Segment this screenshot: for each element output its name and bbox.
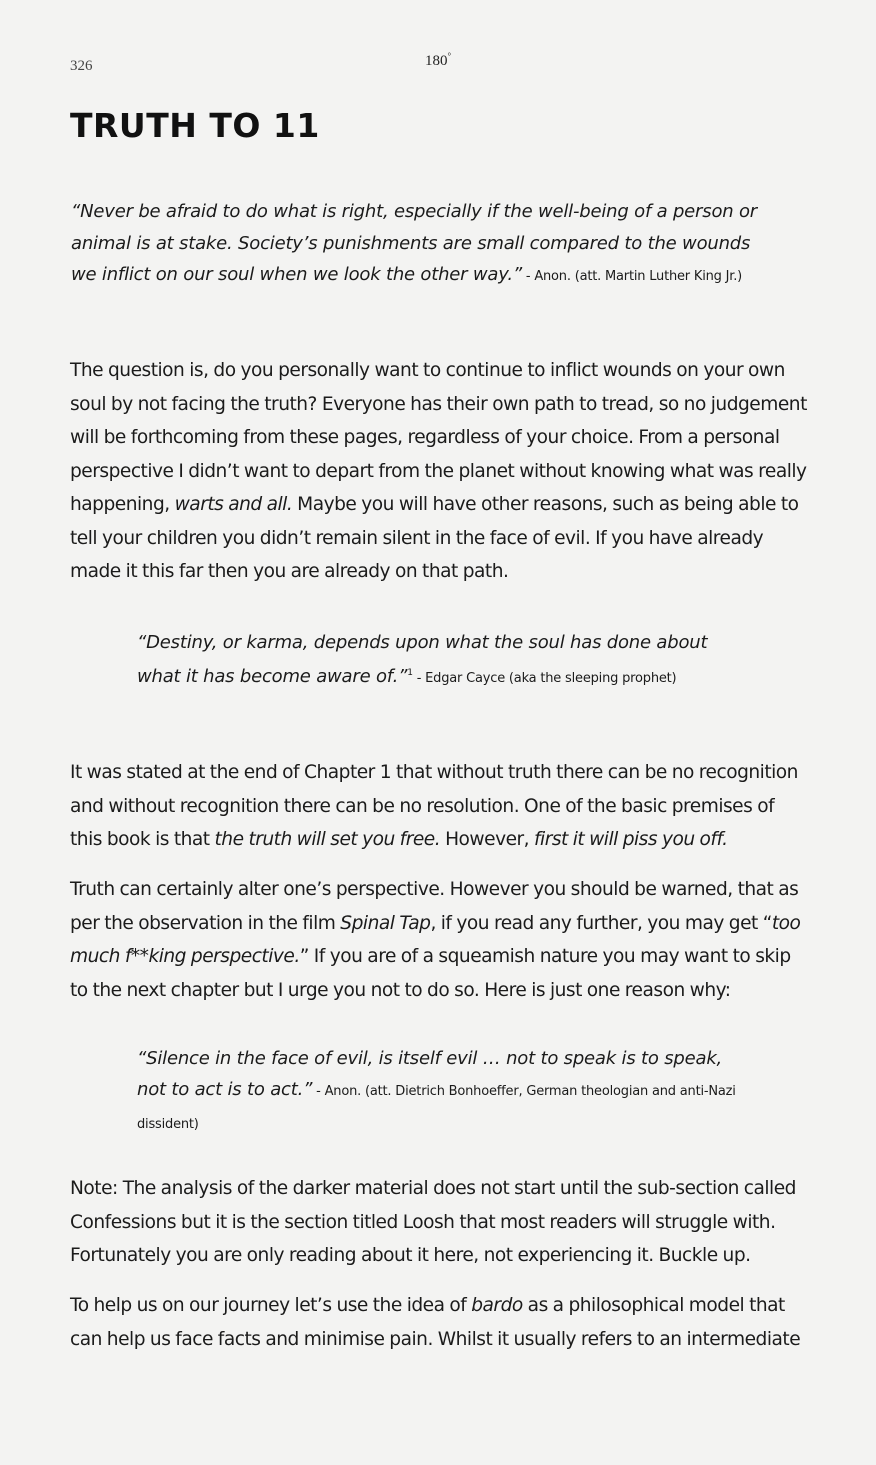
running-head-text: 180 xyxy=(424,53,448,69)
quote-3-attribution: - Anon. (att. Dietrich Bonhoeffer, German theologian and anti-Nazi dissident) xyxy=(137,1084,736,1132)
paragraph-1-emphasis: warts and all. xyxy=(174,494,293,515)
paragraph-5 xyxy=(70,1289,810,1356)
degree-symbol: ° xyxy=(447,51,452,61)
epigraph-attribution: - Anon. (att. Martin Luther King Jr.) xyxy=(521,269,743,284)
epigraph-quote xyxy=(71,196,761,293)
quote-2-attribution: - Edgar Cayce (aka the sleeping prophet) xyxy=(412,671,677,686)
paragraph-4: Note: The analysis of the darker material does not start until the sub-section called Confessions but it is the section titled Loosh that most readers will struggle with. Fortunately you are only reading about it here, not experiencing it. Buckle up. xyxy=(70,1178,796,1266)
paragraph-2-emphasis-a: the truth will set you free. xyxy=(214,829,441,850)
paragraph-2-emphasis-b: first it will piss you off. xyxy=(533,829,728,850)
quote-2 xyxy=(137,627,737,694)
paragraph-3-text-b: , if you read any further, you may get “ xyxy=(430,912,772,934)
paragraph-3-emphasis-a: Spinal Tap xyxy=(340,912,431,934)
paragraph-3-emphasis-b: too much f**king perspective. xyxy=(70,912,801,967)
paragraph-5-emphasis: bardo xyxy=(471,1295,523,1316)
running-head xyxy=(0,51,876,70)
page-number: 326 xyxy=(70,58,93,74)
paragraph-1 xyxy=(70,354,810,589)
quote-2-text: “Destiny, or karma, depends upon what the soul has done about what it has become aware of.” xyxy=(137,632,708,687)
quote-3 xyxy=(137,1043,737,1140)
paragraph-5-text-b: as a philosophical model that can help us face facts and minimise pain. Whilst it usually refers to an intermediate xyxy=(70,1295,801,1350)
paragraph-1-text-a: The question is, do you personally want to continue to inflict wounds on your own soul by not facing the truth? Everyone has their own path to tread, so no judgement will be forthcoming from these pages, regardless of your choice. From a personal perspective I didn’t want to depart from the planet without knowing what was really happening, xyxy=(70,360,807,515)
epigraph-text: “Never be afraid to do what is right, especially if the well-being of a person or animal is at stake. Society’s punishments are small compared to the wounds we inflict on our soul when we look the other way.” xyxy=(71,201,757,285)
paragraph-2 xyxy=(70,756,810,857)
paragraph-5-text-a: To help us on our journey let’s use the idea of xyxy=(70,1295,472,1316)
paragraph-3-text-a: Truth can certainly alter one’s perspective. However you should be warned, that as per the observation in the film xyxy=(70,879,799,934)
chapter-title: TRUTH TO 11 xyxy=(70,106,320,145)
quote-3-text: “Silence in the face of evil, is itself evil … not to speak is to speak, not to act is to act.” xyxy=(137,1048,723,1100)
paragraph-2-text-a: It was stated at the end of Chapter 1 that without truth there can be no recognition and without recognition there can be no resolution. One of the basic premises of this book is that xyxy=(70,762,798,850)
paragraph-3-text-c: ” If you are of a squeamish nature you may want to skip to the next chapter but I urge you not to do so. Here is just one reason why: xyxy=(70,946,791,1001)
paragraph-1-text-b: Maybe you will have other reasons, such as being able to tell your children you didn’t remain silent in the face of evil. If you have already made it this far then you are already on that path. xyxy=(70,494,799,582)
paragraph-2-text-b: However, xyxy=(440,829,534,850)
paragraph-3 xyxy=(70,873,810,1007)
footnote-marker: 1 xyxy=(407,668,413,678)
